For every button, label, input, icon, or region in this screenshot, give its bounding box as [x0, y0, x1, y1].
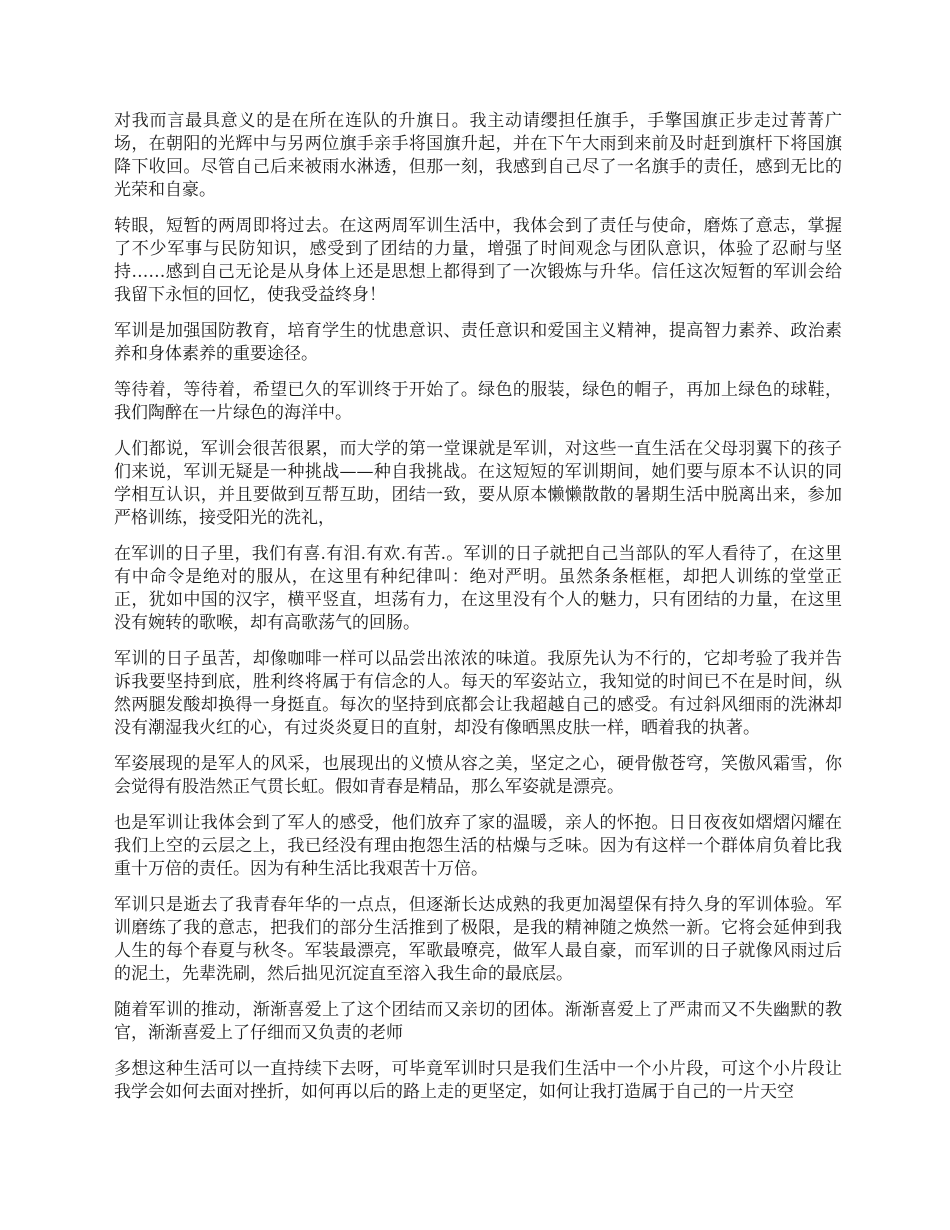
paragraph-6: 在军训的日子里，我们有喜.有泪.有欢.有苦.。军训的日子就把自己当部队的军人看待了，在这里有中命令是绝对的服从，在这里有种纪律叫：绝对严明。虽然条条框框，却把人训练的堂堂正正，犹如中国的汉字，横平竖直，坦荡有力，在这里没有个人的魅力，只有团结的力量，在这里没有婉转的歌喉，却有高歌荡气的回肠。 — [114, 544, 842, 633]
paragraph-10: 军训只是逝去了我青春年华的一点点，但逐渐长达成熟的我更加渴望保有持久身的军训体验。军训磨练了我的意志，把我们的部分生活推到了极限，是我的精神随之焕然一新。它将会延伸到我人生的每个春夏与秋冬。军装最漂亮，军歌最嘹亮，做军人最自豪，而军训的日子就像风雨过后的泥土，先辈洗刷，然后拙见沉淀直至溶入我生命的最底层。 — [114, 895, 842, 984]
paragraph-9: 也是军训让我体会到了军人的感受，他们放弃了家的温暖，亲人的怀抱。日日夜夜如熠熠闪耀在我们上空的云层之上，我已经没有理由抱怨生活的枯燥与乏味。因为有这样一个群体肩负着比我重十万倍的责任。因为有种生活比我艰苦十万倍。 — [114, 813, 842, 879]
paragraph-4: 等待着，等待着，希望已久的军训终于开始了。绿色的服装，绿色的帽子，再加上绿色的球鞋，我们陶醉在一片绿色的海洋中。 — [114, 380, 842, 423]
document-body — [114, 110, 842, 1117]
paragraph-12: 多想这种生活可以一直持续下去呀，可毕竟军训时只是我们生活中一个小片段，可这个小片段让我学会如何去面对挫折，如何再以后的路上走的更坚定，如何让我打造属于自己的一片天空 — [114, 1059, 842, 1102]
paragraph-7: 军训的日子虽苦，却像咖啡一样可以品尝出浓浓的味道。我原先认为不行的，它却考验了我并告诉我要坚持到底，胜利终将属于有信念的人。每天的军姿站立，我知觉的时间已不在是时间，纵然两腿发酸却换得一身挺直。每次的坚持到底都会让我超越自己的感受。有过斜风细雨的洗淋却没有潮湿我火红的心，有过炎炎夏日的直射，却没有像晒黑皮肤一样，晒着我的执著。 — [114, 649, 842, 738]
paragraph-11: 随着军训的推动，渐渐喜爱上了这个团结而又亲切的团体。渐渐喜爱上了严肃而又不失幽默的教官，渐渐喜爱上了仔细而又负责的老师 — [114, 1000, 842, 1043]
paragraph-3: 军训是加强国防教育，培育学生的忧患意识、责任意识和爱国主义精神，提高智力素养、政治素养和身体素养的重要途径。 — [114, 321, 842, 364]
paragraph-5: 人们都说，军训会很苦很累，而大学的第一堂课就是军训，对这些一直生活在父母羽翼下的孩子们来说，军训无疑是一种挑战——种自我挑战。在这短短的军训期间，她们要与原本不认识的同学相互认识，并且要做到互帮互助，团结一致，要从原本懒懒散散的暑期生活中脱离出来，参加严格训练，接受阳光的洗礼， — [114, 439, 842, 528]
paragraph-1: 对我而言最具意义的是在所在连队的升旗日。我主动请缨担任旗手，手擎国旗正步走过菁菁广场，在朝阳的光辉中与另两位旗手亲手将国旗升起，并在下午大雨到来前及时赶到旗杆下将国旗降下收回。尽管自己后来被雨水淋透，但那一刻，我感到自己尽了一名旗手的责任，感到无比的光荣和自豪。 — [114, 111, 842, 200]
paragraph-2: 转眼，短暂的两周即将过去。在这两周军训生活中，我体会到了责任与使命，磨炼了意志，掌握了不少军事与民防知识，感受到了团结的力量，增强了时间观念与团队意识，体验了忍耐与坚持……感到自己无论是从身体上还是思想上都得到了一次锻炼与升华。信任这次短暂的军训会给我留下永恒的回忆，使我受益终身！ — [114, 216, 842, 305]
paragraph-8: 军姿展现的是军人的风采，也展现出的义愤从容之美，坚定之心，硬骨傲苍穹，笑傲风霜雪，你会觉得有股浩然正气贯长虹。假如青春是精品，那么军姿就是漂亮。 — [114, 754, 842, 797]
